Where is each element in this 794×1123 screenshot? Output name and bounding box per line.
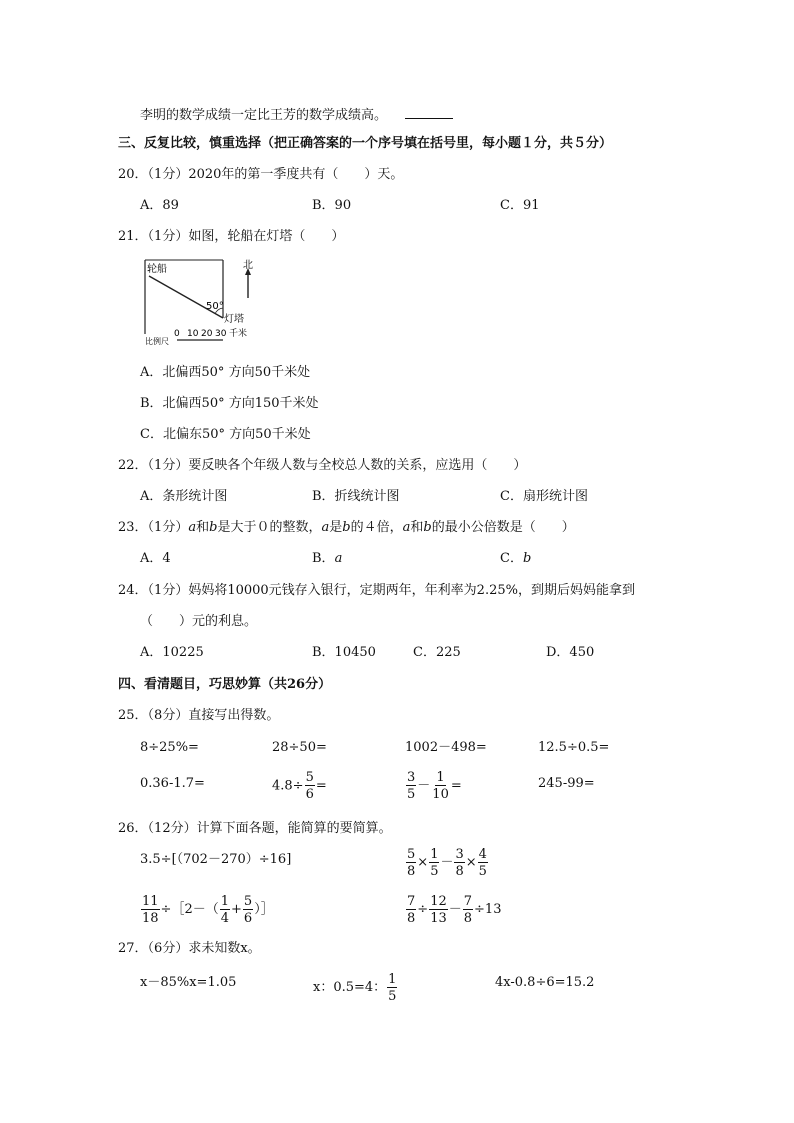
var-a: a [321, 520, 330, 535]
q25-expr-frac [405, 771, 462, 802]
numerator: 5 [305, 770, 314, 785]
fraction [463, 895, 473, 925]
denominator: 6 [305, 787, 314, 802]
expr-text: ÷13 [474, 902, 502, 917]
scale-tick-20: 20 [201, 329, 213, 339]
q24-stem-continued: （ ）元的利息。 [140, 614, 258, 629]
expr-text: 4.8÷ [272, 778, 304, 794]
q24-option-c: C．225 [413, 645, 461, 660]
expr-text: = [315, 778, 327, 794]
operator: ）］ [254, 902, 274, 917]
q25-expr: 1002－498= [405, 740, 487, 755]
q27-eq-2 [313, 972, 398, 1004]
denominator: 8 [407, 910, 416, 926]
q23-option-a: A．4 [140, 551, 171, 566]
north-label: 北 [243, 260, 253, 271]
fraction [454, 848, 464, 878]
denominator: 5 [430, 863, 439, 879]
scale-tick-30: 30 [215, 329, 227, 339]
numerator: 7 [407, 893, 416, 909]
q20-option-c: C．91 [500, 198, 540, 213]
fraction [243, 895, 253, 925]
angle-label: 50° [206, 301, 224, 312]
option-prefix: B． [312, 551, 335, 566]
q23-text: 的最小公倍数是（ ） [431, 520, 575, 535]
operator: － [440, 855, 454, 870]
numerator: 1 [430, 846, 439, 862]
var-b: b [209, 520, 218, 535]
denominator: 5 [388, 988, 397, 1004]
fraction [431, 771, 450, 801]
q23-text: 和 [196, 520, 210, 535]
q23-text: 和 [410, 520, 424, 535]
q20-stem: 20．（1分）2020年的第一季度共有（ ）天。 [118, 167, 404, 182]
q23-option-c [500, 552, 531, 565]
q25-expr: 28÷50= [272, 740, 327, 755]
operator: ÷［2－（ [160, 902, 219, 917]
q22-option-a: A．条形统计图 [140, 489, 228, 504]
operator: + [231, 902, 242, 917]
fraction [387, 973, 397, 1003]
q26-stem: 26．（12分）计算下面各题，能简算的要简算。 [118, 821, 392, 836]
q21-option-c: C．北偏东50° 方向50千米处 [140, 427, 311, 442]
fraction [478, 848, 488, 878]
numerator: 1 [388, 971, 397, 987]
ship-label: 轮船 [147, 264, 167, 275]
q27-eq-1: x－85%x=1.05 [140, 975, 237, 990]
scale-tick-10: 10 [187, 329, 199, 339]
q25-expr-frac [272, 771, 327, 802]
denominator: 4 [220, 910, 229, 926]
q23-num: 23．（1分） [118, 520, 189, 535]
q26-expr-1: 3.5÷[（702－270）÷16] [140, 852, 292, 867]
scale-label: 比例尺 [145, 337, 169, 346]
operator: × [465, 855, 477, 870]
q26-expr-2 [405, 847, 489, 879]
q22-option-b: B．折线统计图 [312, 489, 400, 504]
q21-option-b: B．北偏西50° 方向150千米处 [140, 396, 319, 411]
answer-blank[interactable] [405, 106, 453, 119]
q26-expr-3 [140, 894, 274, 926]
top-statement [140, 106, 453, 122]
q24-option-d: D．450 [546, 645, 595, 660]
numerator: 11 [142, 893, 159, 909]
q27-eq-3: 4x-0.8÷6=15.2 [495, 975, 595, 990]
section-3-title: 三、反复比较，慎重选择（把正确答案的一个序号填在括号里，每小题１分，共５分） [118, 136, 613, 151]
numerator: 12 [430, 893, 447, 909]
numerator: 1 [220, 893, 229, 909]
statement-text: 李明的数学成绩一定比王芳的数学成绩高。 [140, 108, 388, 123]
q23-text: 的４倍， [350, 520, 403, 535]
lighthouse-figure [143, 256, 283, 348]
operator: × [417, 855, 429, 870]
option-value: a [334, 551, 343, 566]
q25-stem: 25．（8分）直接写出得数。 [118, 708, 280, 723]
q24-stem: 24．（1分）妈妈将10000元钱存入银行，定期两年，年利率为2.25%，到期后妈妈能拿到 [118, 583, 635, 598]
fraction [305, 771, 315, 801]
operator: － [448, 902, 462, 917]
scale-tick-0: 0 [174, 329, 180, 339]
q21-stem: 21．（1分）如图，轮船在灯塔（ ） [118, 229, 345, 244]
denominator: 18 [142, 910, 159, 926]
fraction [429, 895, 448, 925]
expr-text: x：0.5=4： [313, 980, 387, 995]
denominator: 8 [463, 910, 473, 926]
denominator: 8 [455, 863, 464, 879]
fraction [406, 771, 416, 801]
q23-text: 是大于０的整数， [217, 520, 322, 535]
fraction [141, 895, 160, 925]
q23-stem [118, 521, 575, 534]
numerator: 5 [407, 846, 416, 862]
q23-option-b [312, 552, 342, 565]
var-a: a [402, 520, 411, 535]
q20-option-b: B．90 [312, 198, 352, 213]
numerator: 7 [463, 893, 473, 909]
numerator: 3 [455, 846, 464, 862]
q26-expr-4 [405, 894, 501, 926]
var-b: b [342, 520, 351, 535]
denominator: 5 [407, 787, 416, 802]
var-a: a [188, 520, 197, 535]
q23-text: 是 [329, 520, 343, 535]
fraction [406, 895, 416, 925]
q20-option-a: A．89 [140, 198, 179, 213]
q25-expr: 12.5÷0.5= [538, 740, 610, 755]
denominator: 5 [478, 863, 487, 879]
denominator: 6 [243, 910, 253, 926]
fraction [220, 895, 230, 925]
section-4-title: 四、看清题目，巧思妙算（共26分） [118, 677, 332, 692]
scale-unit: 千米 [229, 329, 248, 339]
q21-option-a: A．北偏西50° 方向50千米处 [140, 365, 311, 380]
q25-expr: 8÷25%= [140, 740, 199, 755]
q25-expr: 245-99= [538, 776, 595, 791]
q22-option-c: C．扇形统计图 [500, 489, 588, 504]
expr-text: = [450, 778, 462, 794]
q24-option-b: B．10450 [312, 645, 376, 660]
q24-option-a: A．10225 [140, 645, 204, 660]
fraction [429, 848, 439, 878]
q27-stem: 27．（6分）求未知数x。 [118, 941, 261, 956]
numerator: 3 [407, 770, 416, 785]
numerator: 5 [243, 893, 253, 909]
denominator: 13 [430, 910, 447, 926]
lighthouse-label: 灯塔 [224, 314, 244, 325]
fraction [406, 848, 416, 878]
q22-stem: 22．（1分）要反映各个年级人数与全校总人数的关系，应选用（ ） [118, 458, 527, 473]
option-prefix: C． [500, 551, 523, 566]
option-value: b [522, 551, 532, 566]
denominator: 10 [432, 787, 449, 802]
var-b: b [423, 520, 432, 535]
numerator: 1 [436, 770, 445, 785]
denominator: 8 [407, 863, 416, 879]
q25-expr: 0.36-1.7= [140, 776, 205, 791]
operator: － [417, 778, 431, 794]
operator: ÷ [417, 902, 429, 917]
numerator: 4 [478, 846, 487, 862]
